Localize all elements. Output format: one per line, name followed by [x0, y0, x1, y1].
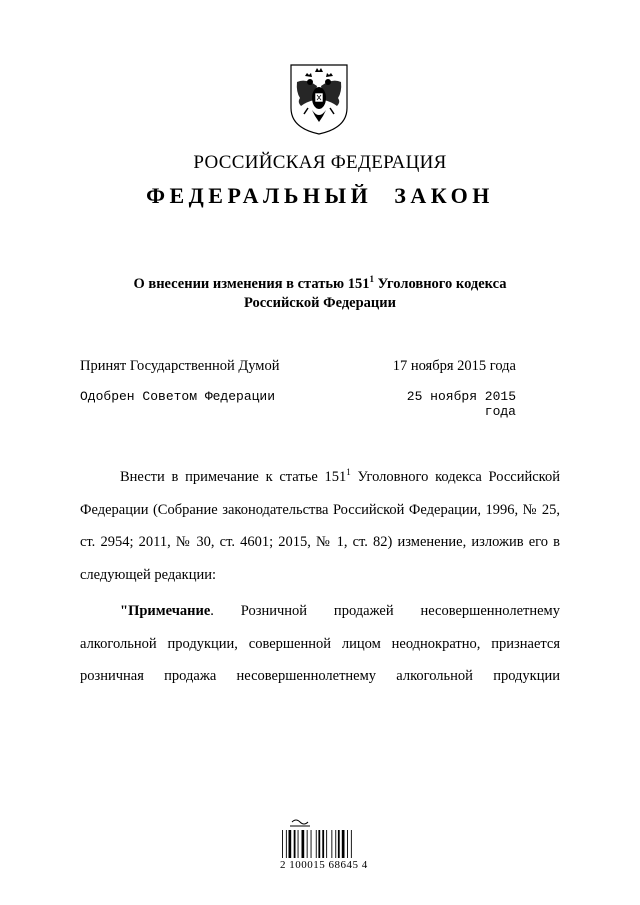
body-paragraph-2	[80, 595, 560, 693]
barcode-bar	[326, 830, 327, 858]
barcode-bar	[338, 830, 340, 858]
barcode-bar	[282, 830, 283, 858]
article-superscript: 1	[346, 467, 351, 478]
barcode-bar	[294, 830, 296, 858]
barcode-bar	[347, 830, 348, 858]
law-title-text: О внесении изменения в статью 151	[133, 275, 370, 292]
adoption-duma-label: Принят Государственной Думой	[80, 358, 280, 374]
barcode-number: 2 100015 68645 4	[280, 859, 368, 871]
barcode-bar	[298, 830, 299, 858]
barcode-bar	[307, 830, 308, 858]
barcode-bar	[286, 830, 287, 858]
barcode-bar	[289, 830, 292, 858]
coat-of-arms-emblem-icon	[288, 62, 350, 136]
law-title-text: Уголовного кодекса	[373, 275, 507, 292]
quote-mark: "	[120, 603, 129, 619]
paragraph-text: Внести в примечание к статье 151	[120, 469, 347, 485]
approval-federation-council-label: Одобрен Советом Федерации	[80, 389, 276, 404]
barcode-bar	[318, 830, 320, 858]
paragraph-text: . Розничной продажей несовершеннолетнему алкогольной продукции, совершенной лицом неоднократно, признается розничная продажа несовершеннолетнему алкогольной продукции	[80, 603, 560, 684]
law-title-line-1	[0, 270, 640, 294]
adoption-duma-date: 17 ноября 2015 года	[392, 358, 516, 374]
law-title	[0, 270, 640, 313]
body-paragraph-1	[80, 461, 560, 591]
barcode-bar	[311, 830, 312, 858]
law-title-line-2: Российской Федерации	[243, 294, 396, 311]
paragraph-text: Уголовного кодекса Российской Федерации (Собрание законодательства Российской Федерации, 1996, № 25, ст. 2954; 2011, № 30, ст. 4601; 2015, № 1, ст. 82) изменение, изложив его в следующей редакции:	[80, 469, 560, 583]
approval-federation-council-date: 25 ноября 2015 года	[406, 389, 516, 419]
country-name: РОССИЙСКАЯ ФЕДЕРАЦИЯ	[193, 152, 447, 173]
barcode-bar	[342, 830, 345, 858]
law-body	[80, 461, 560, 693]
barcode-bar	[331, 830, 332, 858]
document-type: ФЕДЕРАЛЬНЫЙ ЗАКОН	[146, 183, 494, 208]
barcode-bar	[322, 830, 324, 858]
article-superscript: 1	[369, 274, 374, 284]
note-heading: Примечание	[128, 603, 211, 619]
barcode-bar	[316, 830, 317, 858]
barcode-bar	[351, 830, 352, 858]
barcode-bar	[335, 830, 336, 858]
barcode-bar	[302, 830, 305, 858]
